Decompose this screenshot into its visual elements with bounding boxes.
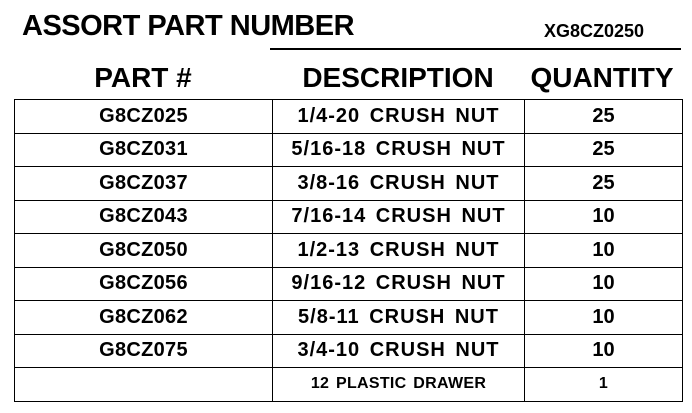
column-header-quantity: QUANTITY bbox=[530, 62, 674, 93]
part-number-cell: G8CZ025 bbox=[15, 100, 273, 134]
table-row bbox=[15, 301, 683, 335]
description-cell: 3/4-10 CRUSH NUT bbox=[273, 334, 525, 368]
description-cell: 3/8-16 CRUSH NUT bbox=[273, 167, 525, 201]
assortment-number: XG8CZ0250 bbox=[544, 21, 645, 41]
part-number-cell: G8CZ062 bbox=[15, 301, 273, 335]
part-number-cell: G8CZ031 bbox=[15, 133, 273, 167]
table-row bbox=[15, 267, 683, 301]
description-cell: 7/16-14 CRUSH NUT bbox=[273, 200, 525, 234]
title-underline bbox=[270, 48, 681, 50]
part-number-cell: G8CZ056 bbox=[15, 267, 273, 301]
quantity-cell: 10 bbox=[525, 234, 683, 268]
parts-table bbox=[14, 99, 683, 402]
part-number-cell bbox=[15, 368, 273, 402]
quantity-cell: 25 bbox=[525, 100, 683, 134]
quantity-cell: 10 bbox=[525, 301, 683, 335]
table-row bbox=[15, 334, 683, 368]
description-cell: 5/16-18 CRUSH NUT bbox=[273, 133, 525, 167]
part-number-cell: G8CZ043 bbox=[15, 200, 273, 234]
description-cell: 5/8-11 CRUSH NUT bbox=[273, 301, 525, 335]
quantity-cell: 10 bbox=[525, 334, 683, 368]
description-cell: 1/2-13 CRUSH NUT bbox=[273, 234, 525, 268]
column-header-part: PART # bbox=[94, 62, 192, 93]
description-cell: 12 PLASTIC DRAWER bbox=[273, 368, 525, 402]
table-row bbox=[15, 167, 683, 201]
table-row bbox=[15, 133, 683, 167]
quantity-cell: 25 bbox=[525, 167, 683, 201]
quantity-cell: 10 bbox=[525, 200, 683, 234]
table-row bbox=[15, 100, 683, 134]
table-row bbox=[15, 200, 683, 234]
quantity-cell: 1 bbox=[525, 368, 683, 402]
description-cell: 1/4-20 CRUSH NUT bbox=[273, 100, 525, 134]
quantity-cell: 25 bbox=[525, 133, 683, 167]
part-number-cell: G8CZ075 bbox=[15, 334, 273, 368]
part-number-cell: G8CZ050 bbox=[15, 234, 273, 268]
quantity-cell: 10 bbox=[525, 267, 683, 301]
table-row bbox=[15, 368, 683, 402]
description-cell: 9/16-12 CRUSH NUT bbox=[273, 267, 525, 301]
page-title: ASSORT PART NUMBER bbox=[22, 10, 355, 42]
part-number-cell: G8CZ037 bbox=[15, 167, 273, 201]
table-row bbox=[15, 234, 683, 268]
column-header-description: DESCRIPTION bbox=[302, 62, 494, 93]
